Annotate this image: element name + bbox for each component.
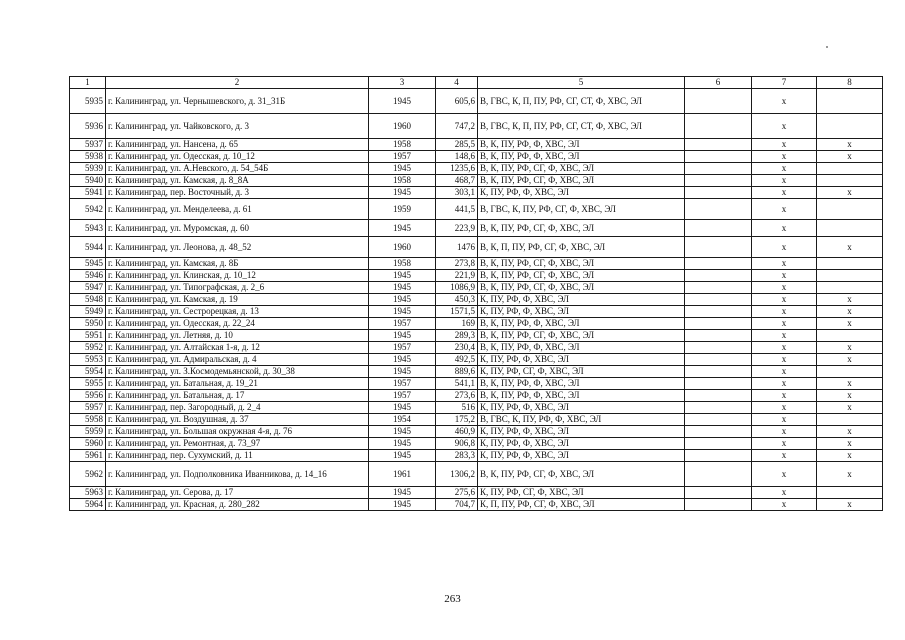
table-row bbox=[70, 354, 883, 366]
address-cell: г. Калининград, ул. Сестрорецкая, д. 13 bbox=[106, 306, 369, 318]
year-cell: 1945 bbox=[369, 354, 436, 366]
table-row bbox=[70, 151, 883, 163]
column-7-mark: х bbox=[752, 237, 817, 258]
area-cell: 273,6 bbox=[436, 390, 478, 402]
column-7-mark: х bbox=[752, 499, 817, 511]
scan-speck bbox=[826, 46, 828, 48]
column-header-5: 5 bbox=[478, 77, 685, 89]
systems-cell: К, ПУ, РФ, СГ, Ф, ХВС, ЭЛ bbox=[478, 487, 685, 499]
column-7-mark: х bbox=[752, 462, 817, 487]
row-number: 5949 bbox=[70, 306, 106, 318]
address-cell: г. Калининград, ул. Подполковника Иванникова, д. 14_16 bbox=[106, 462, 369, 487]
row-number: 5943 bbox=[70, 220, 106, 237]
column-7-mark: х bbox=[752, 175, 817, 187]
year-cell: 1945 bbox=[369, 487, 436, 499]
column-6-cell bbox=[685, 114, 752, 139]
row-number: 5942 bbox=[70, 199, 106, 220]
systems-cell: В, К, ПУ, РФ, СГ, Ф, ХВС, ЭЛ bbox=[478, 258, 685, 270]
row-number: 5940 bbox=[70, 175, 106, 187]
table-row bbox=[70, 390, 883, 402]
address-cell: г. Калининград, ул. Батальная, д. 19_21 bbox=[106, 378, 369, 390]
address-cell: г. Калининград, ул. Муромская, д. 60 bbox=[106, 220, 369, 237]
column-8-mark: х bbox=[817, 402, 883, 414]
table-row bbox=[70, 318, 883, 330]
column-7-mark: х bbox=[752, 438, 817, 450]
row-number: 5944 bbox=[70, 237, 106, 258]
column-header-3: 3 bbox=[369, 77, 436, 89]
row-number: 5936 bbox=[70, 114, 106, 139]
table-header bbox=[70, 77, 883, 89]
year-cell: 1945 bbox=[369, 499, 436, 511]
year-cell: 1957 bbox=[369, 390, 436, 402]
address-cell: г. Калининград, ул. Камская, д. 8_8А bbox=[106, 175, 369, 187]
column-header-6: 6 bbox=[685, 77, 752, 89]
row-number: 5945 bbox=[70, 258, 106, 270]
column-8-mark: х bbox=[817, 342, 883, 354]
address-cell: г. Калининград, ул. Красная, д. 280_282 bbox=[106, 499, 369, 511]
year-cell: 1945 bbox=[369, 306, 436, 318]
table-row bbox=[70, 342, 883, 354]
table-row bbox=[70, 306, 883, 318]
row-number: 5957 bbox=[70, 402, 106, 414]
year-cell: 1945 bbox=[369, 163, 436, 175]
systems-cell: В, К, ПУ, РФ, Ф, ХВС, ЭЛ bbox=[478, 318, 685, 330]
row-number: 5961 bbox=[70, 450, 106, 462]
year-cell: 1945 bbox=[369, 282, 436, 294]
column-8-mark bbox=[817, 163, 883, 175]
column-6-cell bbox=[685, 354, 752, 366]
area-cell: 468,7 bbox=[436, 175, 478, 187]
column-7-mark: х bbox=[752, 402, 817, 414]
systems-cell: В, К, ПУ, РФ, Ф, ХВС, ЭЛ bbox=[478, 378, 685, 390]
area-cell: 289,3 bbox=[436, 330, 478, 342]
year-cell: 1958 bbox=[369, 258, 436, 270]
column-6-cell bbox=[685, 414, 752, 426]
area-cell: 516 bbox=[436, 402, 478, 414]
systems-cell: В, К, ПУ, РФ, Ф, ХВС, ЭЛ bbox=[478, 151, 685, 163]
systems-cell: В, К, ПУ, РФ, СГ, Ф, ХВС, ЭЛ bbox=[478, 270, 685, 282]
column-6-cell bbox=[685, 187, 752, 199]
area-cell: 285,5 bbox=[436, 139, 478, 151]
column-6-cell bbox=[685, 426, 752, 438]
area-cell: 889,6 bbox=[436, 366, 478, 378]
column-6-cell bbox=[685, 237, 752, 258]
column-8-mark: х bbox=[817, 237, 883, 258]
address-cell: г. Калининград, ул. Большая окружная 4-я, д. 76 bbox=[106, 426, 369, 438]
systems-cell: К, ПУ, РФ, Ф, ХВС, ЭЛ bbox=[478, 426, 685, 438]
area-cell: 1086,9 bbox=[436, 282, 478, 294]
column-7-mark: х bbox=[752, 282, 817, 294]
row-number: 5947 bbox=[70, 282, 106, 294]
column-8-mark bbox=[817, 282, 883, 294]
area-cell: 441,5 bbox=[436, 199, 478, 220]
row-number: 5938 bbox=[70, 151, 106, 163]
column-6-cell bbox=[685, 151, 752, 163]
column-6-cell bbox=[685, 199, 752, 220]
column-6-cell bbox=[685, 366, 752, 378]
column-8-mark bbox=[817, 487, 883, 499]
systems-cell: К, ПУ, РФ, Ф, ХВС, ЭЛ bbox=[478, 294, 685, 306]
column-6-cell bbox=[685, 89, 752, 114]
year-cell: 1960 bbox=[369, 237, 436, 258]
year-cell: 1945 bbox=[369, 330, 436, 342]
column-8-mark: х bbox=[817, 462, 883, 487]
systems-cell: В, К, ПУ, РФ, СГ, Ф, ХВС, ЭЛ bbox=[478, 220, 685, 237]
table-row bbox=[70, 187, 883, 199]
systems-cell: В, К, ПУ, РФ, Ф, ХВС, ЭЛ bbox=[478, 139, 685, 151]
address-cell: г. Калининград, ул. Чернышевского, д. 31_31Б bbox=[106, 89, 369, 114]
address-cell: г. Калининград, ул. Чайковского, д. 3 bbox=[106, 114, 369, 139]
table-row bbox=[70, 438, 883, 450]
column-header-7: 7 bbox=[752, 77, 817, 89]
year-cell: 1960 bbox=[369, 114, 436, 139]
column-8-mark bbox=[817, 199, 883, 220]
row-number: 5952 bbox=[70, 342, 106, 354]
systems-cell: В, К, ПУ, РФ, Ф, ХВС, ЭЛ bbox=[478, 390, 685, 402]
area-cell: 1235,6 bbox=[436, 163, 478, 175]
area-cell: 1476 bbox=[436, 237, 478, 258]
column-8-mark: х bbox=[817, 378, 883, 390]
row-number: 5955 bbox=[70, 378, 106, 390]
address-cell: г. Калининград, ул. Одесская, д. 22_24 bbox=[106, 318, 369, 330]
address-cell: г. Калининград, ул. Камская, д. 19 bbox=[106, 294, 369, 306]
systems-cell: В, К, ПУ, РФ, СГ, Ф, ХВС, ЭЛ bbox=[478, 462, 685, 487]
year-cell: 1957 bbox=[369, 342, 436, 354]
systems-cell: К, ПУ, РФ, Ф, ХВС, ЭЛ bbox=[478, 450, 685, 462]
column-6-cell bbox=[685, 499, 752, 511]
table-row bbox=[70, 294, 883, 306]
table-row bbox=[70, 402, 883, 414]
column-7-mark: х bbox=[752, 487, 817, 499]
column-6-cell bbox=[685, 390, 752, 402]
column-8-mark bbox=[817, 414, 883, 426]
page-number: 263 bbox=[444, 593, 461, 605]
column-8-mark: х bbox=[817, 438, 883, 450]
address-cell: г. Калининград, ул. Леонова, д. 48_52 bbox=[106, 237, 369, 258]
area-cell: 283,3 bbox=[436, 450, 478, 462]
column-7-mark: х bbox=[752, 366, 817, 378]
column-6-cell bbox=[685, 402, 752, 414]
row-number: 5950 bbox=[70, 318, 106, 330]
year-cell: 1958 bbox=[369, 139, 436, 151]
column-8-mark bbox=[817, 89, 883, 114]
year-cell: 1945 bbox=[369, 187, 436, 199]
column-7-mark: х bbox=[752, 354, 817, 366]
column-7-mark: х bbox=[752, 220, 817, 237]
year-cell: 1945 bbox=[369, 270, 436, 282]
address-cell: г. Калининград, ул. Камская, д. 8Б bbox=[106, 258, 369, 270]
column-6-cell bbox=[685, 270, 752, 282]
area-cell: 460,9 bbox=[436, 426, 478, 438]
column-8-mark bbox=[817, 258, 883, 270]
column-8-mark: х bbox=[817, 306, 883, 318]
column-7-mark: х bbox=[752, 163, 817, 175]
area-cell: 747,2 bbox=[436, 114, 478, 139]
row-number: 5963 bbox=[70, 487, 106, 499]
year-cell: 1945 bbox=[369, 220, 436, 237]
year-cell: 1961 bbox=[369, 462, 436, 487]
systems-cell: К, ПУ, РФ, Ф, ХВС, ЭЛ bbox=[478, 187, 685, 199]
column-8-mark: х bbox=[817, 294, 883, 306]
row-number: 5941 bbox=[70, 187, 106, 199]
year-cell: 1945 bbox=[369, 402, 436, 414]
table-row bbox=[70, 163, 883, 175]
table-row bbox=[70, 414, 883, 426]
year-cell: 1957 bbox=[369, 318, 436, 330]
column-6-cell bbox=[685, 438, 752, 450]
year-cell: 1958 bbox=[369, 175, 436, 187]
column-6-cell bbox=[685, 318, 752, 330]
column-7-mark: х bbox=[752, 318, 817, 330]
systems-cell: В, К, ПУ, РФ, Ф, ХВС, ЭЛ bbox=[478, 342, 685, 354]
table-row bbox=[70, 258, 883, 270]
column-6-cell bbox=[685, 163, 752, 175]
area-cell: 169 bbox=[436, 318, 478, 330]
area-cell: 541,1 bbox=[436, 378, 478, 390]
column-6-cell bbox=[685, 175, 752, 187]
year-cell: 1945 bbox=[369, 294, 436, 306]
column-7-mark: х bbox=[752, 114, 817, 139]
row-number: 5948 bbox=[70, 294, 106, 306]
systems-cell: В, К, П, ПУ, РФ, СГ, Ф, ХВС, ЭЛ bbox=[478, 237, 685, 258]
table-row bbox=[70, 270, 883, 282]
row-number: 5956 bbox=[70, 390, 106, 402]
year-cell: 1959 bbox=[369, 199, 436, 220]
column-8-mark bbox=[817, 175, 883, 187]
table-row bbox=[70, 199, 883, 220]
column-6-cell bbox=[685, 487, 752, 499]
address-cell: г. Калининград, ул. З.Космодемьянской, д. 30_38 bbox=[106, 366, 369, 378]
systems-cell: В, ГВС, К, ПУ, РФ, Ф, ХВС, ЭЛ bbox=[478, 414, 685, 426]
column-7-mark: х bbox=[752, 187, 817, 199]
address-cell: г. Калининград, ул. Серова, д. 17 bbox=[106, 487, 369, 499]
systems-cell: К, ПУ, РФ, Ф, ХВС, ЭЛ bbox=[478, 402, 685, 414]
systems-cell: К, П, ПУ, РФ, СГ, Ф, ХВС, ЭЛ bbox=[478, 499, 685, 511]
table-row bbox=[70, 139, 883, 151]
area-cell: 175,2 bbox=[436, 414, 478, 426]
column-8-mark bbox=[817, 220, 883, 237]
year-cell: 1945 bbox=[369, 438, 436, 450]
column-7-mark: х bbox=[752, 294, 817, 306]
column-6-cell bbox=[685, 139, 752, 151]
column-header-8: 8 bbox=[817, 77, 883, 89]
area-cell: 704,7 bbox=[436, 499, 478, 511]
table-row bbox=[70, 378, 883, 390]
table-row bbox=[70, 330, 883, 342]
column-7-mark: х bbox=[752, 378, 817, 390]
systems-cell: К, ПУ, РФ, Ф, ХВС, ЭЛ bbox=[478, 354, 685, 366]
area-cell: 230,4 bbox=[436, 342, 478, 354]
systems-cell: В, ГВС, К, П, ПУ, РФ, СГ, СТ, Ф, ХВС, ЭЛ bbox=[478, 89, 685, 114]
area-cell: 605,6 bbox=[436, 89, 478, 114]
column-7-mark: х bbox=[752, 199, 817, 220]
address-cell: г. Калининград, ул. Ремонтная, д. 73_97 bbox=[106, 438, 369, 450]
table-row bbox=[70, 462, 883, 487]
column-6-cell bbox=[685, 220, 752, 237]
address-cell: г. Калининград, ул. Летняя, д. 10 bbox=[106, 330, 369, 342]
area-cell: 906,8 bbox=[436, 438, 478, 450]
column-6-cell bbox=[685, 330, 752, 342]
row-number: 5962 bbox=[70, 462, 106, 487]
column-8-mark bbox=[817, 114, 883, 139]
header-row bbox=[70, 77, 883, 89]
table-row bbox=[70, 499, 883, 511]
systems-cell: В, К, ПУ, РФ, СГ, Ф, ХВС, ЭЛ bbox=[478, 163, 685, 175]
year-cell: 1957 bbox=[369, 151, 436, 163]
column-8-mark: х bbox=[817, 151, 883, 163]
table-row bbox=[70, 426, 883, 438]
systems-cell: В, К, ПУ, РФ, СГ, Ф, ХВС, ЭЛ bbox=[478, 282, 685, 294]
area-cell: 1571,5 bbox=[436, 306, 478, 318]
column-8-mark: х bbox=[817, 318, 883, 330]
systems-cell: В, ГВС, К, П, ПУ, РФ, СГ, СТ, Ф, ХВС, ЭЛ bbox=[478, 114, 685, 139]
address-cell: г. Калининград, ул. Адмиральская, д. 4 bbox=[106, 354, 369, 366]
address-cell: г. Калининград, ул. Алтайская 1-я, д. 12 bbox=[106, 342, 369, 354]
address-cell: г. Калининград, пер. Загородный, д. 2_4 bbox=[106, 402, 369, 414]
systems-cell: К, ПУ, РФ, Ф, ХВС, ЭЛ bbox=[478, 306, 685, 318]
systems-cell: В, К, ПУ, РФ, СГ, Ф, ХВС, ЭЛ bbox=[478, 330, 685, 342]
table-row bbox=[70, 114, 883, 139]
table-row bbox=[70, 450, 883, 462]
area-cell: 492,5 bbox=[436, 354, 478, 366]
column-7-mark: х bbox=[752, 139, 817, 151]
column-7-mark: х bbox=[752, 330, 817, 342]
column-7-mark: х bbox=[752, 270, 817, 282]
row-number: 5958 bbox=[70, 414, 106, 426]
row-number: 5946 bbox=[70, 270, 106, 282]
systems-cell: К, ПУ, РФ, Ф, ХВС, ЭЛ bbox=[478, 438, 685, 450]
column-header-4: 4 bbox=[436, 77, 478, 89]
column-7-mark: х bbox=[752, 390, 817, 402]
column-6-cell bbox=[685, 282, 752, 294]
area-cell: 303,1 bbox=[436, 187, 478, 199]
row-number: 5964 bbox=[70, 499, 106, 511]
column-8-mark bbox=[817, 366, 883, 378]
address-cell: г. Калининград, ул. Нансена, д. 65 bbox=[106, 139, 369, 151]
column-7-mark: х bbox=[752, 151, 817, 163]
column-header-1: 1 bbox=[70, 77, 106, 89]
table-row bbox=[70, 366, 883, 378]
table-body bbox=[70, 89, 883, 511]
column-8-mark: х bbox=[817, 139, 883, 151]
year-cell: 1945 bbox=[369, 89, 436, 114]
address-cell: г. Калининград, ул. Воздушная, д. 37 bbox=[106, 414, 369, 426]
address-cell: г. Калининград, ул. Клинская, д. 10_12 bbox=[106, 270, 369, 282]
column-6-cell bbox=[685, 378, 752, 390]
address-cell: г. Калининград, ул. Типографская, д. 2_6 bbox=[106, 282, 369, 294]
row-number: 5937 bbox=[70, 139, 106, 151]
column-8-mark: х bbox=[817, 426, 883, 438]
area-cell: 1306,2 bbox=[436, 462, 478, 487]
area-cell: 221,9 bbox=[436, 270, 478, 282]
column-7-mark: х bbox=[752, 258, 817, 270]
column-8-mark: х bbox=[817, 354, 883, 366]
table-row bbox=[70, 175, 883, 187]
column-7-mark: х bbox=[752, 306, 817, 318]
year-cell: 1945 bbox=[369, 450, 436, 462]
housing-registry-table bbox=[69, 76, 883, 511]
column-7-mark: х bbox=[752, 342, 817, 354]
row-number: 5951 bbox=[70, 330, 106, 342]
row-number: 5939 bbox=[70, 163, 106, 175]
address-cell: г. Калининград, ул. А.Невского, д. 54_54Б bbox=[106, 163, 369, 175]
column-7-mark: х bbox=[752, 450, 817, 462]
row-number: 5959 bbox=[70, 426, 106, 438]
area-cell: 273,8 bbox=[436, 258, 478, 270]
column-6-cell bbox=[685, 294, 752, 306]
systems-cell: В, ГВС, К, ПУ, РФ, СГ, Ф, ХВС, ЭЛ bbox=[478, 199, 685, 220]
address-cell: г. Калининград, пер. Восточный, д. 3 bbox=[106, 187, 369, 199]
address-cell: г. Калининград, ул. Одесская, д. 10_12 bbox=[106, 151, 369, 163]
address-cell: г. Калининград, ул. Менделеева, д. 61 bbox=[106, 199, 369, 220]
row-number: 5953 bbox=[70, 354, 106, 366]
table-row bbox=[70, 282, 883, 294]
column-7-mark: х bbox=[752, 414, 817, 426]
address-cell: г. Калининград, ул. Батальная, д. 17 bbox=[106, 390, 369, 402]
column-6-cell bbox=[685, 450, 752, 462]
area-cell: 148,6 bbox=[436, 151, 478, 163]
column-7-mark: х bbox=[752, 426, 817, 438]
column-8-mark: х bbox=[817, 450, 883, 462]
column-8-mark bbox=[817, 330, 883, 342]
column-8-mark bbox=[817, 270, 883, 282]
area-cell: 450,3 bbox=[436, 294, 478, 306]
table-row bbox=[70, 89, 883, 114]
table-row bbox=[70, 237, 883, 258]
column-6-cell bbox=[685, 342, 752, 354]
year-cell: 1957 bbox=[369, 378, 436, 390]
column-8-mark: х bbox=[817, 390, 883, 402]
address-cell: г. Калининград, пер. Сухумский, д. 11 bbox=[106, 450, 369, 462]
area-cell: 223,9 bbox=[436, 220, 478, 237]
column-8-mark: х bbox=[817, 187, 883, 199]
column-8-mark: х bbox=[817, 499, 883, 511]
column-6-cell bbox=[685, 258, 752, 270]
row-number: 5954 bbox=[70, 366, 106, 378]
column-6-cell bbox=[685, 462, 752, 487]
table-row bbox=[70, 487, 883, 499]
column-6-cell bbox=[685, 306, 752, 318]
table-row bbox=[70, 220, 883, 237]
year-cell: 1954 bbox=[369, 414, 436, 426]
year-cell: 1945 bbox=[369, 426, 436, 438]
systems-cell: К, ПУ, РФ, СГ, Ф, ХВС, ЭЛ bbox=[478, 366, 685, 378]
row-number: 5960 bbox=[70, 438, 106, 450]
year-cell: 1945 bbox=[369, 366, 436, 378]
row-number: 5935 bbox=[70, 89, 106, 114]
column-header-2: 2 bbox=[106, 77, 369, 89]
area-cell: 275,6 bbox=[436, 487, 478, 499]
column-7-mark: х bbox=[752, 89, 817, 114]
systems-cell: В, К, ПУ, РФ, СГ, Ф, ХВС, ЭЛ bbox=[478, 175, 685, 187]
